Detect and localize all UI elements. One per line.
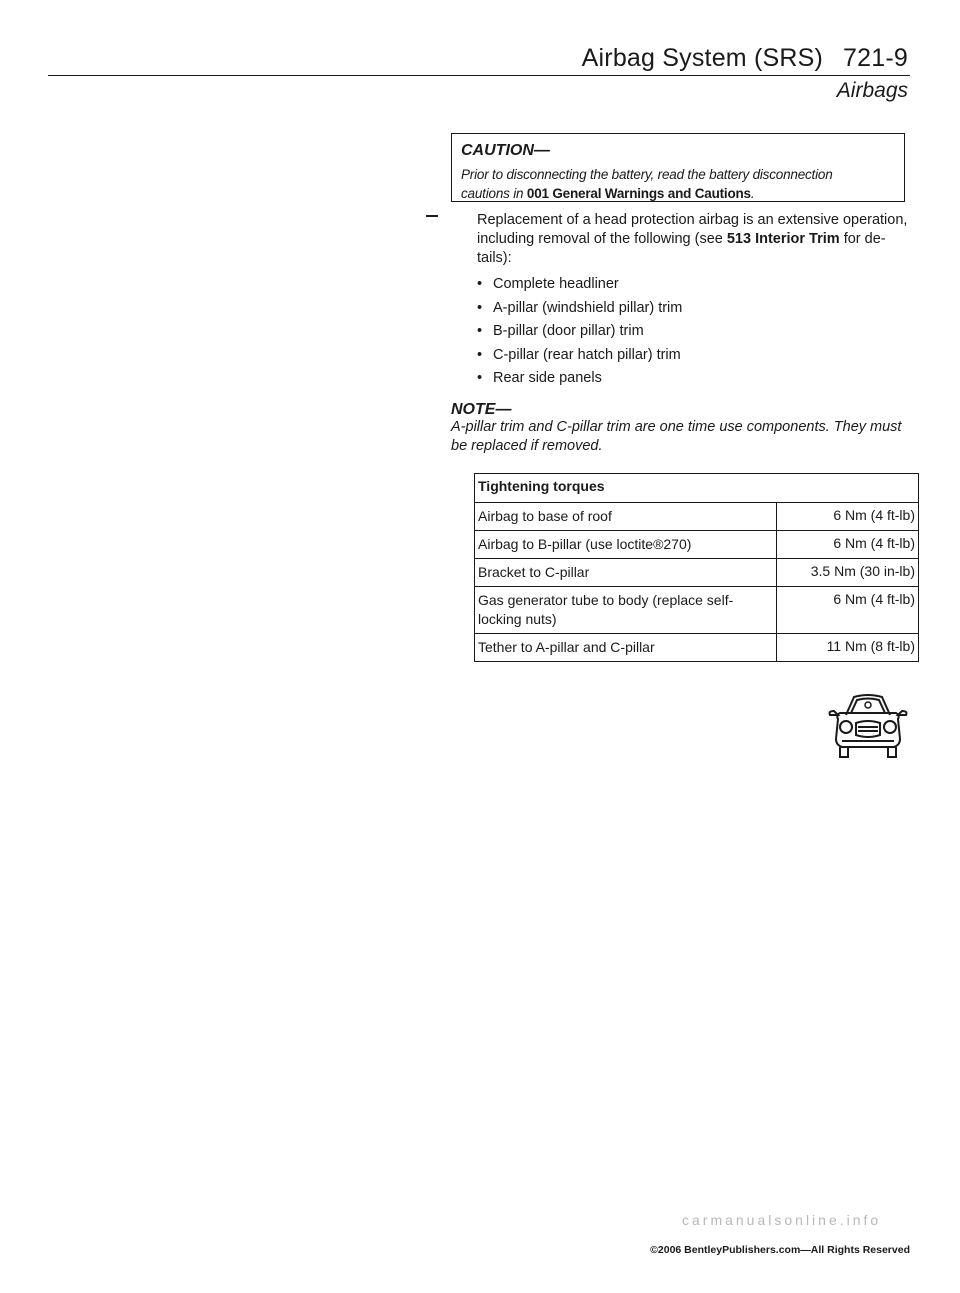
table-cell-value: 6 Nm (4 ft-lb) [777, 503, 919, 531]
list-item: • B-pillar (door pillar) trim [477, 320, 682, 344]
list-item: • A-pillar (windshield pillar) trim [477, 297, 682, 321]
caution-text-line-2: cautions in [461, 186, 524, 201]
note-title: NOTE— [451, 401, 512, 418]
caution-tail: . [750, 186, 755, 201]
step-text-part-2: for de-tails): [477, 231, 886, 266]
caution-title: CAUTION— [461, 142, 550, 159]
table-cell-value: 3.5 Nm (30 in-lb) [777, 559, 919, 587]
section-subtitle: Airbags [836, 79, 908, 102]
torque-table [474, 473, 919, 662]
caution-text [461, 165, 904, 203]
list-item: • Complete headliner [477, 273, 682, 297]
step-reference: 513 Interior Trim [726, 231, 840, 247]
table-cell-label: Bracket to C-pillar [475, 559, 777, 587]
table-header: Tightening torques [475, 474, 919, 503]
bullet-icon: • [477, 299, 483, 316]
removal-list [477, 273, 682, 391]
list-item: • C-pillar (rear hatch pillar) trim [477, 344, 682, 368]
step-dash-marker [426, 215, 438, 217]
table-header-row [475, 474, 919, 503]
table-cell-value: 6 Nm (4 ft-lb) [777, 531, 919, 559]
header-rule [48, 75, 910, 76]
table-cell-value: 11 Nm (8 ft-lb) [777, 634, 919, 662]
table-cell-value: 6 Nm (4 ft-lb) [777, 587, 919, 634]
caution-reference: 001 General Warnings and Cautions [526, 186, 751, 201]
caution-text-line-1: Prior to disconnecting the battery, read the battery disconnection [461, 167, 833, 182]
table-cell-label: Gas generator tube to body (replace self-locking nuts) [475, 587, 777, 634]
bullet-icon: • [477, 276, 483, 292]
section-title: Airbag System (SRS) [581, 44, 824, 72]
bullet-icon: • [477, 346, 483, 363]
table-row [475, 503, 919, 531]
caution-box [451, 133, 905, 202]
bullet-icon: • [477, 370, 483, 386]
watermark: carmanualsonline.info [682, 1212, 882, 1228]
note-text: A-pillar trim and C-pillar trim are one time use components. They must be replaced if removed. [451, 419, 902, 454]
table-cell-label: Tether to A-pillar and C-pillar [475, 634, 777, 662]
page-number: 721-9 [843, 44, 908, 72]
table-row [475, 531, 919, 559]
list-item: • Rear side panels [477, 367, 682, 391]
table-row [475, 587, 919, 634]
table-row [475, 634, 919, 662]
table-row [475, 559, 919, 587]
copyright-notice: ©2006 BentleyPublishers.com—All Rights Reserved [650, 1244, 910, 1256]
page-header-title [582, 44, 908, 73]
bullet-icon: • [477, 323, 483, 339]
car-front-icon [826, 691, 910, 763]
table-cell-label: Airbag to B-pillar (use loctite®270) [475, 531, 777, 559]
table-cell-label: Airbag to base of roof [475, 503, 777, 531]
step-text [477, 211, 917, 268]
step-text-part-1: Replacement of a head protection airbag is an extensive operation, including removal of the following (see [477, 212, 908, 247]
